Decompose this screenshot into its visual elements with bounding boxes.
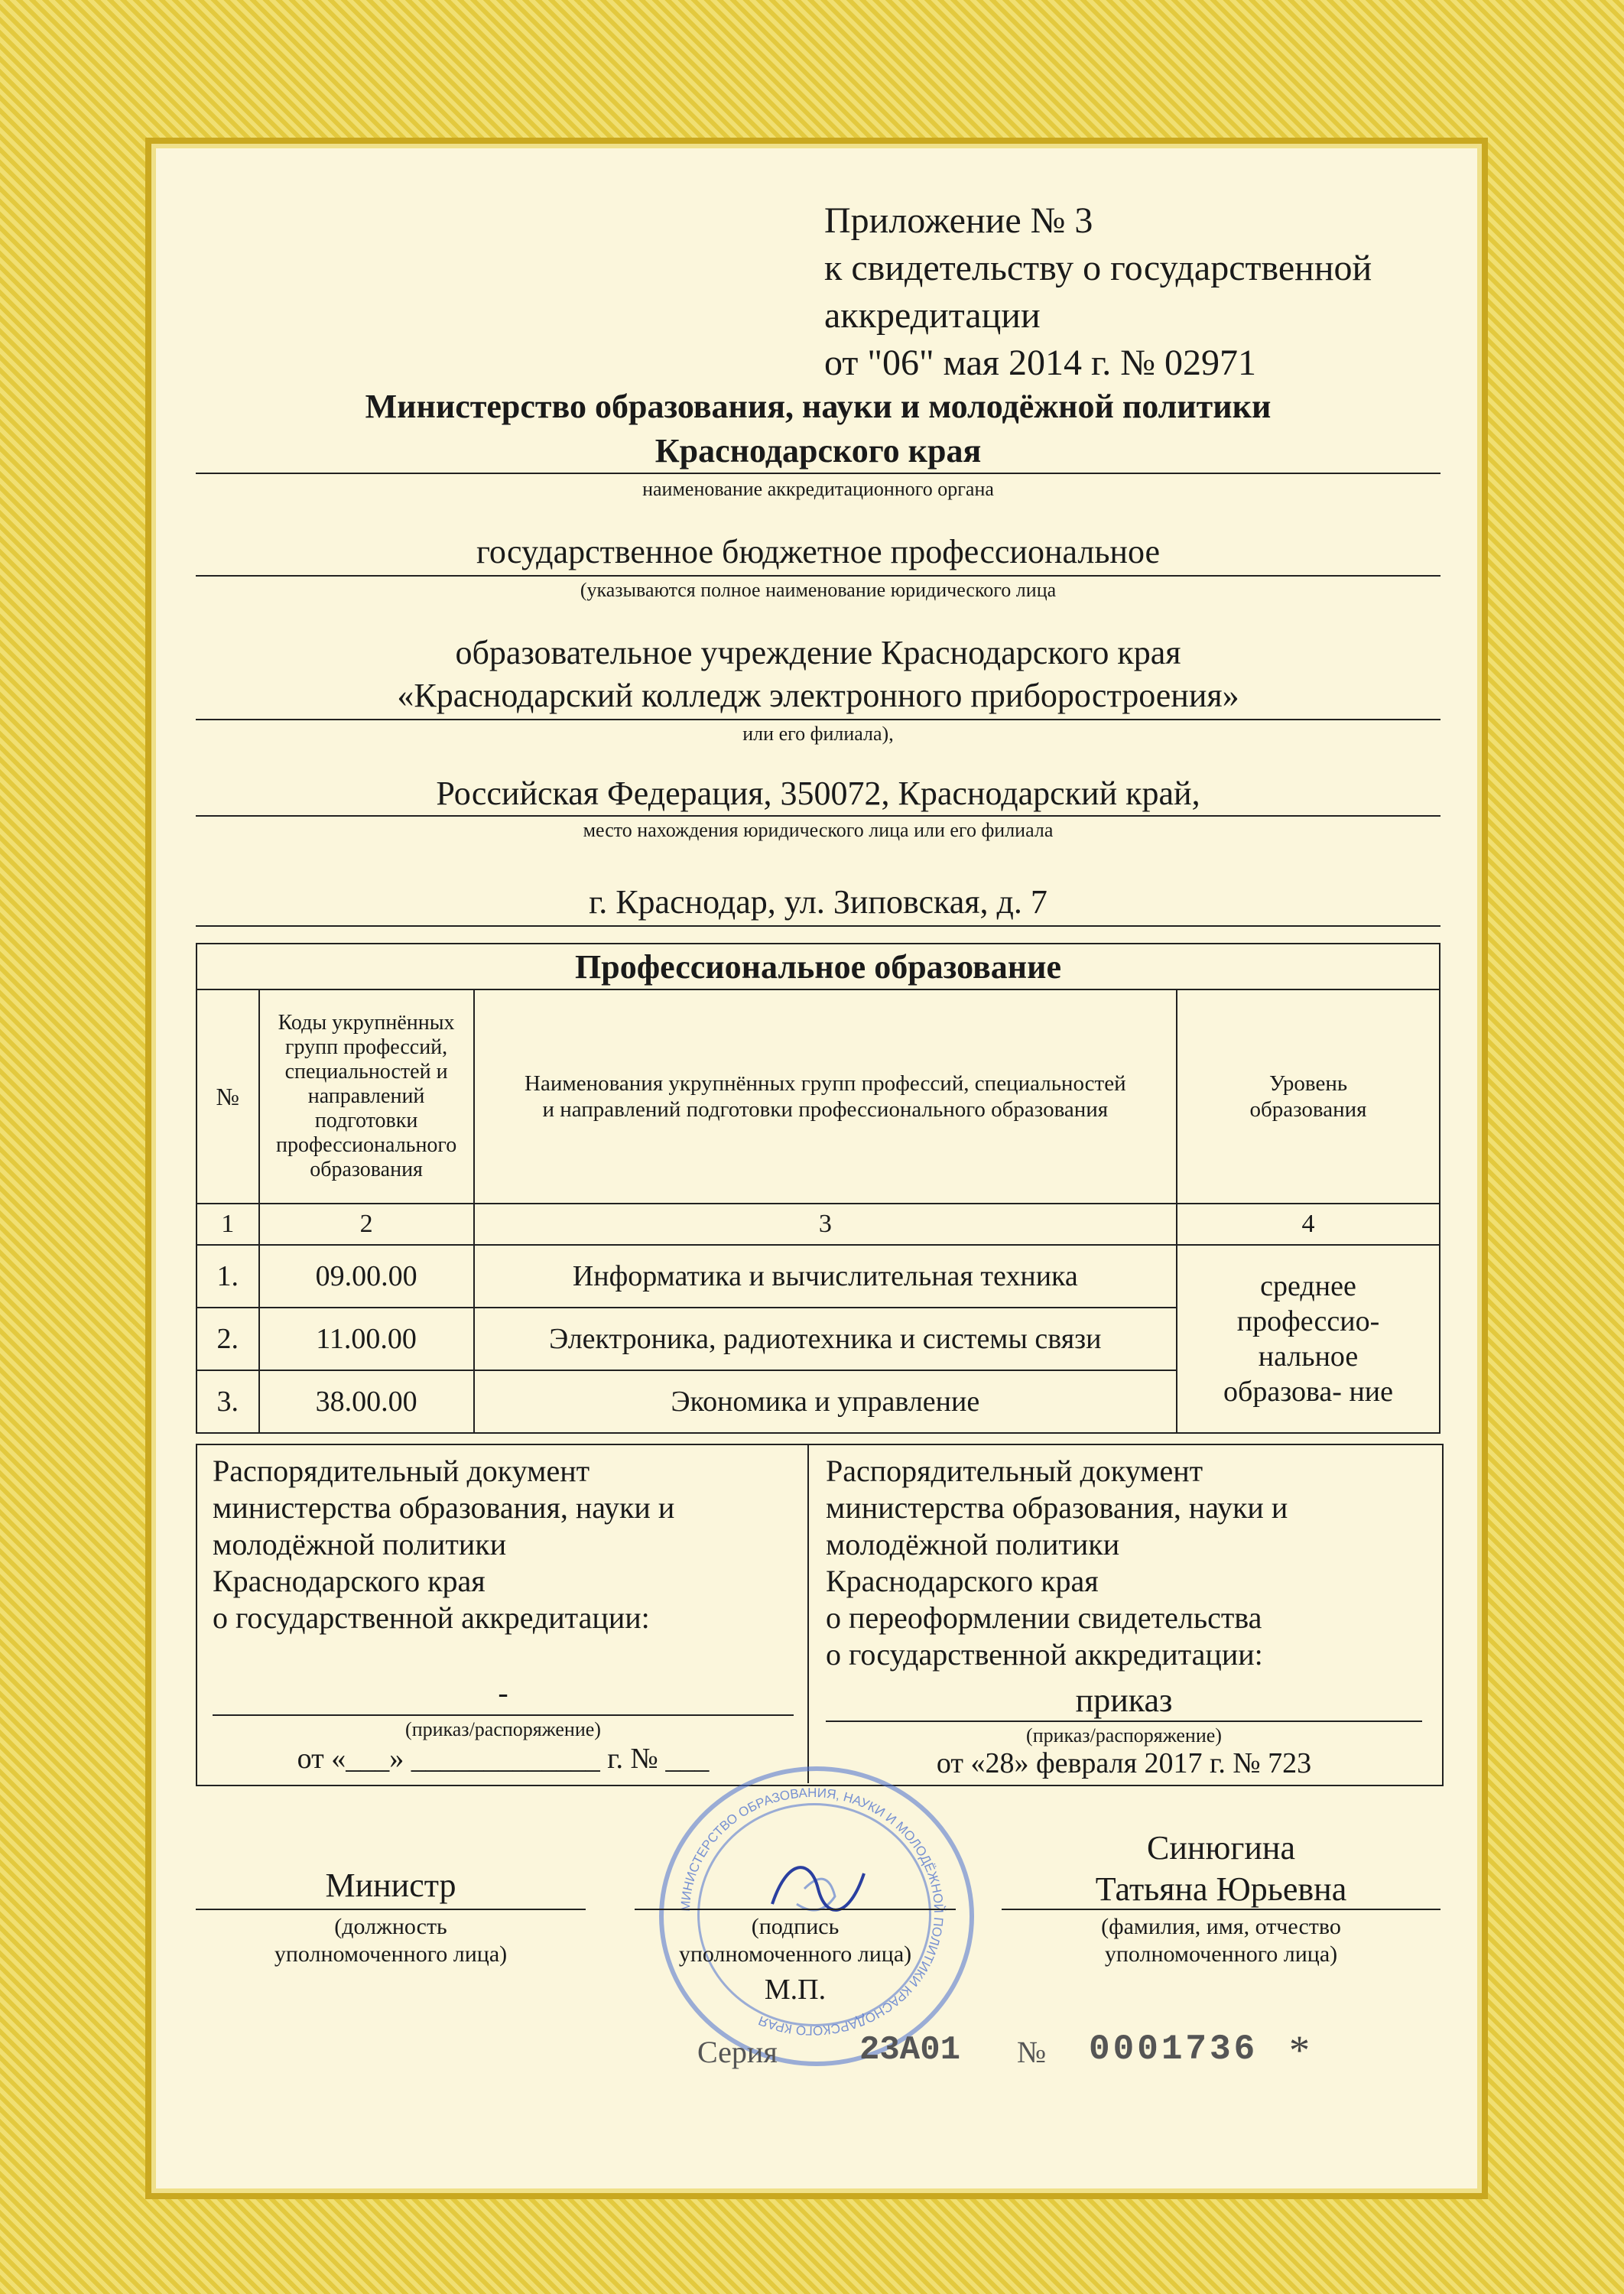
- signature-caption-1: (подпись: [751, 1914, 840, 1939]
- row-name: Электроника, радиотехника и системы связи: [474, 1308, 1177, 1370]
- table-title: Профессиональное образование: [197, 944, 1440, 989]
- doc-left-line-2: министерства образования, науки и: [213, 1490, 675, 1525]
- doc-right-line-2: министерства образования, науки и: [826, 1490, 1288, 1525]
- doc-left-line-5: о государственной аккредитации:: [213, 1600, 650, 1635]
- doc-left-caption: (приказ/распоряжение): [405, 1718, 601, 1740]
- colnum-3: 3: [474, 1204, 1177, 1245]
- doc-left-value: -: [498, 1675, 508, 1710]
- row-level: среднее профессио- нальное образова- ние: [1177, 1245, 1440, 1433]
- row-num: 1.: [197, 1245, 259, 1308]
- name-caption: [1002, 1913, 1440, 1968]
- colnum-1: 1: [197, 1204, 259, 1245]
- signer-position: Министр: [325, 1867, 456, 1904]
- address-line-1: Российская Федерация, 350072, Краснодарский край,: [436, 775, 1200, 812]
- row-code: 11.00.00: [259, 1308, 474, 1370]
- entity-line-1: государственное бюджетное профессиональное: [476, 533, 1161, 570]
- header-num: №: [197, 989, 259, 1204]
- number-label: №: [1017, 2035, 1047, 2069]
- documents-divider: [807, 1444, 809, 1783]
- row-name: Информатика и вычислительная техника: [474, 1245, 1177, 1308]
- appendix-line-1: Приложение № 3: [824, 200, 1093, 241]
- series-value: 23А01: [859, 2031, 961, 2069]
- header-level: Уровень образования: [1177, 989, 1440, 1204]
- colnum-2: 2: [259, 1204, 474, 1245]
- position-underline: [196, 1909, 586, 1910]
- entity-underline-2: [196, 719, 1440, 720]
- row-num: 3.: [197, 1370, 259, 1433]
- address-caption: место нахождения юридического лица или его филиала: [583, 819, 1054, 841]
- doc-left-line-3: молодёжной политики: [213, 1527, 507, 1561]
- doc-right-date: от «28» февраля 2017 г. № 723: [936, 1747, 1312, 1779]
- series-mark: *: [1289, 2027, 1310, 2073]
- row-code: 38.00.00: [259, 1370, 474, 1433]
- doc-right-value: приказ: [1075, 1682, 1173, 1719]
- signer-name: [1002, 1828, 1440, 1910]
- table-row: [197, 1245, 1440, 1308]
- doc-right-line-6: о государственной аккредитации:: [826, 1637, 1263, 1672]
- doc-left-underline: [213, 1714, 794, 1716]
- doc-right-caption: (приказ/распоряжение): [1026, 1724, 1222, 1746]
- doc-right-line-1: Распорядительный документ: [826, 1454, 1203, 1488]
- appendix-line-4: от "06" мая 2014 г. № 02971: [824, 343, 1257, 383]
- header-codes: Коды укрупнённых групп профессий, специальностей и направлений подготовки профессионального образования: [259, 989, 474, 1204]
- doc-right-line-4: Краснодарского края: [826, 1564, 1099, 1598]
- series-label: Серия: [697, 2035, 778, 2069]
- address-underline-2: [196, 925, 1440, 927]
- row-num: 2.: [197, 1308, 259, 1370]
- doc-left: [213, 1453, 794, 1636]
- header-names: Наименования укрупнённых групп профессий, специальностей и направлений подготовки профессионального образования: [474, 989, 1177, 1204]
- education-table: [196, 943, 1440, 1434]
- organ-underline: [196, 473, 1440, 474]
- appendix-line-3: аккредитации: [824, 295, 1041, 336]
- entity-line-3: «Краснодарский колледж электронного приборостроения»: [397, 677, 1239, 714]
- colnum-4: 4: [1177, 1204, 1440, 1245]
- entity-caption-1: (указываются полное наименование юридического лица: [580, 579, 1057, 601]
- name-caption-1: (фамилия, имя, отчество: [1101, 1914, 1341, 1939]
- row-name: Экономика и управление: [474, 1370, 1177, 1433]
- signer-surname: Синюгина: [1147, 1829, 1295, 1867]
- doc-left-line-1: Распорядительный документ: [213, 1454, 590, 1488]
- doc-right-underline: [826, 1720, 1422, 1722]
- doc-right-line-3: молодёжной политики: [826, 1527, 1120, 1561]
- signer-given-names: Татьяна Юрьевна: [1095, 1870, 1347, 1908]
- doc-left-line-4: Краснодарского края: [213, 1564, 486, 1598]
- position-caption: [196, 1913, 586, 1968]
- organ-caption: наименование аккредитационного органа: [642, 478, 994, 500]
- doc-right: [826, 1453, 1422, 1673]
- organ-line-1: Министерство образования, науки и молодёжной политики: [365, 388, 1272, 425]
- doc-right-line-5: о переоформлении свидетельства: [826, 1600, 1262, 1635]
- entity-line-2: образовательное учреждение Краснодарского края: [455, 634, 1181, 671]
- appendix-header: [824, 197, 1372, 387]
- row-code: 09.00.00: [259, 1245, 474, 1308]
- signature-caption: [635, 1913, 956, 1968]
- position-caption-2: уполномоченного лица): [274, 1941, 508, 1967]
- doc-left-date: от «___» _____________ г. № ___: [297, 1743, 710, 1775]
- blank-number: 0001736: [1089, 2029, 1259, 2069]
- seal-text: МИНИСТЕРСТВО ОБРАЗОВАНИЯ, НАУКИ И МОЛОДЁЖНОЙ ПОЛИТИКИ КРАСНОДАРСКОГО КРАЯ: [677, 1785, 947, 2039]
- name-caption-2: уполномоченного лица): [1104, 1941, 1338, 1967]
- appendix-line-2: к свидетельству о государственной: [824, 248, 1372, 288]
- position-caption-1: (должность: [334, 1914, 447, 1939]
- signature-underline: [635, 1909, 956, 1910]
- stamp-place: М.П.: [764, 1974, 827, 2006]
- entity-caption-2: или его филиала),: [742, 723, 894, 745]
- name-underline: [1002, 1909, 1440, 1910]
- entity-underline-1: [196, 575, 1440, 577]
- organ-line-2: Краснодарского края: [654, 432, 982, 470]
- address-underline-1: [196, 815, 1440, 817]
- address-line-2: г. Краснодар, ул. Зиповская, д. 7: [589, 883, 1047, 921]
- signature-caption-2: уполномоченного лица): [678, 1941, 912, 1967]
